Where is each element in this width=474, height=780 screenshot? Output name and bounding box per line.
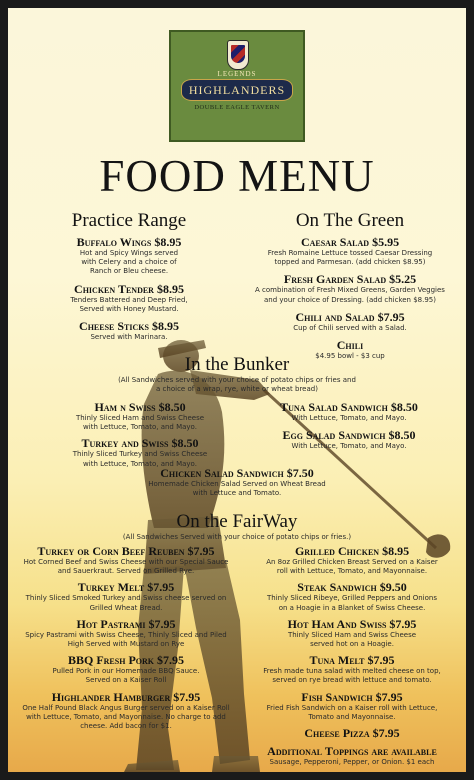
section-subtitle: (All Sandwiches served with your choice of potato chips or fries and bbox=[118, 376, 356, 384]
menu-item-desc: Ranch or Bleu cheese. bbox=[89, 267, 169, 276]
menu-item-desc: Fried Fish Sandwich on a Kaiser roll with Lettuce, bbox=[266, 703, 438, 712]
menu-item-desc: Served with Marinara. bbox=[90, 333, 168, 342]
logo-legends-text: LEGENDS bbox=[217, 70, 257, 78]
menu-item-desc: Homemade Chicken Salad Served on Wheat Bread bbox=[148, 480, 326, 488]
menu-item-desc: Sausage, Pepperoni, Pepper, or Onion. $1 each bbox=[269, 758, 435, 767]
menu-item-desc: Served with Honey Mustard. bbox=[79, 304, 179, 313]
section-subtitle: a choice of a wrap, rye, white or wheat bread) bbox=[156, 385, 318, 394]
menu-item-desc: topped and Parmesan. (add chicken $8.95) bbox=[274, 258, 426, 267]
menu-item-desc: on a Hoagie in a Blanket of Swiss Cheese. bbox=[278, 603, 426, 612]
menu-item-desc: Pulled Pork in our Homemade BBQ Sauce. bbox=[52, 667, 200, 676]
menu-item-desc: with Lettuce, Tomato, and Mayo. bbox=[83, 459, 197, 468]
menu-item-name: Steak Sandwich $9.50 bbox=[297, 580, 407, 595]
bunker-left-column bbox=[44, 400, 236, 469]
menu-item-desc: Hot and Spicy Wings served bbox=[79, 249, 179, 257]
menu-item-name: Buffalo Wings $8.95 bbox=[76, 235, 182, 249]
fairway-left-column bbox=[14, 544, 238, 731]
menu-item-name: Turkey and Swiss $8.50 bbox=[81, 436, 199, 451]
menu-item-desc: Thinly Sliced Turkey and Swiss Cheese bbox=[72, 450, 208, 459]
menu-item-desc: High Served with Mustard on Rye bbox=[67, 640, 185, 649]
menu-item-desc: One Half Pound Black Angus Burger served on a Kaiser Roll bbox=[22, 703, 230, 712]
menu-item-desc: served on rye bread with lettuce and tomato. bbox=[272, 676, 432, 685]
menu-item-name: Tuna Melt $7.95 bbox=[309, 653, 395, 668]
menu-item-name: Hot Ham And Swiss $7.95 bbox=[287, 616, 417, 631]
menu-sheet bbox=[8, 8, 466, 772]
menu-item-desc: Tomato and Mayonnaise. bbox=[308, 712, 396, 721]
menu-item-desc: with Lettuce, Tomato, and Mayo. bbox=[83, 423, 197, 432]
menu-item-desc: Served on a Kaiser Roll bbox=[85, 676, 167, 685]
menu-item-name: Caesar Salad $5.95 bbox=[300, 235, 400, 249]
menu-item-desc: with Lettuce and Tomato. bbox=[192, 489, 282, 498]
menu-item-name: Highlander Hamburger $7.95 bbox=[51, 689, 201, 704]
section-subtitle: (All Sandwiches Served with your choice of potato chips or fries.) bbox=[122, 533, 352, 541]
menu-item-name: Hot Pastrami $7.95 bbox=[76, 616, 176, 631]
section-on-the-green bbox=[244, 210, 456, 361]
menu-item-name: Turkey or Corn Beef Reuben $7.95 bbox=[37, 544, 215, 558]
menu-item-desc: and Sauerkraut. Served on Grilled Rye. bbox=[57, 567, 195, 576]
menu-item-desc: An 8oz Grilled Chicken Breast Served on a Kaiser bbox=[266, 558, 438, 566]
menu-item-desc: Tenders Battered and Deep Fried, bbox=[70, 295, 188, 304]
menu-title: FOOD MENU bbox=[99, 151, 375, 201]
menu-item-desc: With Lettuce, Tomato, and Mayo. bbox=[291, 442, 407, 451]
menu-item-desc: cheese. Add bacon for $1. bbox=[80, 722, 172, 731]
menu-item-name: Chili bbox=[336, 338, 364, 353]
menu-item-desc: Hot Corned Beef and Swiss Cheese with our Special Sauce bbox=[23, 558, 229, 566]
menu-item-desc: and your choice of Dressing. (add chicken $8.95) bbox=[264, 295, 436, 304]
section-heading: On The Green bbox=[295, 210, 405, 231]
menu-item-desc: with Lettuce, Tomato, and Mayonnaise. No charge to add bbox=[26, 712, 226, 721]
menu-item-desc: A combination of Fresh Mixed Greens, Garden Veggies bbox=[255, 286, 445, 295]
menu-item-desc: with Celery and a choice of bbox=[81, 258, 177, 267]
menu-item-name: Chicken Salad Sandwich $7.50 bbox=[160, 466, 314, 480]
menu-item-desc: Thinly Sliced Smoked Turkey and Swiss cheese served on bbox=[25, 594, 227, 603]
menu-item-desc: Cup of Chili served with a Salad. bbox=[293, 323, 407, 332]
bunker-center-item bbox=[8, 466, 466, 498]
menu-item-desc: Thinly Sliced Ham and Swiss Cheese bbox=[75, 414, 205, 422]
menu-item-desc: served hot on a Hoagie. bbox=[310, 640, 394, 649]
section-heading: In the Bunker bbox=[184, 354, 290, 375]
menu-item-desc: With Lettuce, Tomato, and Mayo. bbox=[291, 414, 407, 422]
menu-item-name: Cheese Pizza $7.95 bbox=[304, 726, 400, 741]
menu-item-desc: roll with Lettuce, Tomato, and Mayonnaise. bbox=[276, 567, 428, 576]
fairway-right-column bbox=[244, 544, 460, 767]
menu-item-name: Egg Salad Sandwich $8.50 bbox=[282, 428, 416, 443]
menu-item-name: Fresh Garden Salad $5.25 bbox=[283, 272, 417, 287]
menu-item-name: Grilled Chicken $8.95 bbox=[294, 544, 410, 558]
logo-tagline: DOUBLE EAGLE TAVERN bbox=[194, 104, 280, 111]
menu-item-name: Additional Toppings are available bbox=[267, 744, 437, 759]
menu-item-name: Chili and Salad $7.95 bbox=[295, 309, 405, 324]
menu-item-name: Cheese Sticks $8.95 bbox=[79, 319, 179, 334]
logo-banner: HIGHLANDERS bbox=[181, 79, 293, 101]
menu-item-name: Tuna Salad Sandwich $8.50 bbox=[280, 400, 418, 414]
section-practice-range bbox=[32, 210, 226, 342]
crest-icon bbox=[227, 40, 249, 70]
menu-item-desc: Grilled Wheat Bread. bbox=[89, 603, 163, 612]
menu-item-name: Turkey Melt $7.95 bbox=[77, 580, 175, 595]
menu-item-desc: $4.95 bowl - $3 cup bbox=[315, 352, 385, 361]
section-on-the-fairway bbox=[8, 511, 466, 542]
menu-item-desc: Fresh Romaine Lettuce tossed Caesar Dressing bbox=[267, 249, 433, 257]
section-heading: Practice Range bbox=[71, 210, 187, 231]
menu-item-desc: Thinly Sliced Ribeye, Grilled Peppers and Onions bbox=[266, 594, 437, 603]
menu-item-name: Chicken Tender $8.95 bbox=[74, 281, 184, 296]
section-heading: On the FairWay bbox=[176, 511, 298, 532]
menu-item-desc: Thinly Sliced Ham and Swiss Cheese bbox=[287, 630, 417, 639]
menu-item-desc: Fresh made tuna salad with melted cheese on top, bbox=[263, 667, 441, 676]
highlanders-logo bbox=[169, 30, 305, 142]
menu-item-desc: Spicy Pastrami with Swiss Cheese, Thinly Sliced and Piled bbox=[25, 630, 227, 639]
menu-item-name: Ham n Swiss $8.50 bbox=[94, 400, 186, 414]
bunker-right-column bbox=[254, 400, 444, 451]
menu-item-name: BBQ Fresh Pork $7.95 bbox=[67, 653, 184, 668]
menu-item-name: Fish Sandwich $7.95 bbox=[301, 689, 403, 704]
section-in-the-bunker bbox=[8, 354, 466, 394]
